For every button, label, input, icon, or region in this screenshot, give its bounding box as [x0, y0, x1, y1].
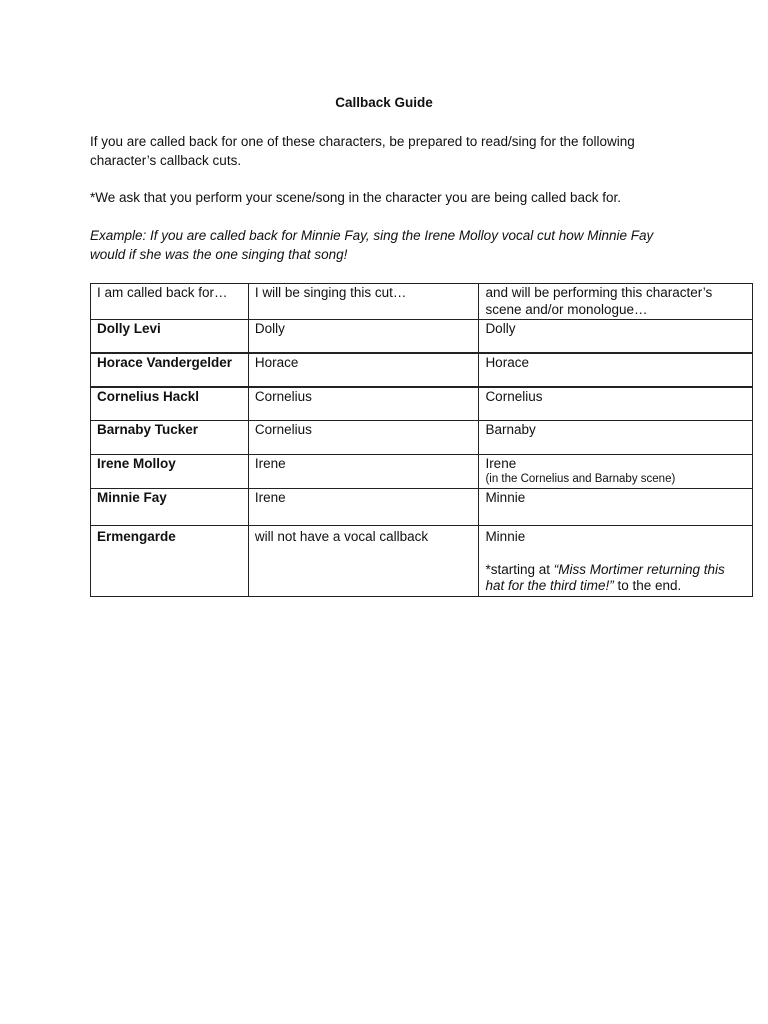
table-row	[91, 320, 753, 353]
scene-cell: Minnie	[479, 489, 753, 526]
scene-note: (in the Cornelius and Barnaby scene)	[485, 472, 676, 485]
song-cell: Cornelius	[248, 421, 479, 455]
header-text: and will be performing this character’s	[485, 285, 713, 300]
callback-table	[90, 283, 753, 597]
scene-text: Minnie	[485, 529, 526, 544]
character-cell: Dolly Levi	[91, 320, 249, 353]
header-text: scene and/or monologue…	[485, 301, 648, 317]
song-cell: Horace	[248, 353, 479, 387]
scene-cell: Barnaby	[479, 421, 753, 455]
table-row	[91, 526, 753, 597]
song-cell: Irene	[248, 489, 479, 526]
table-row	[91, 353, 753, 387]
example-line: would if she was the one singing that song!	[90, 246, 348, 262]
scene-extra-suffix: to the end.	[613, 578, 682, 593]
song-cell: Irene	[248, 455, 479, 489]
scene-cell: Cornelius	[479, 387, 753, 421]
scene-cell: Horace	[479, 353, 753, 387]
example-line: Example: If you are called back for Minnie Fay, sing the Irene Molloy vocal cut how Minnie Fay	[90, 228, 654, 243]
table-header-row	[91, 284, 753, 320]
example-paragraph	[90, 227, 690, 264]
intro-line: If you are called back for one of these characters, be prepared to read/sing for the following	[90, 134, 635, 149]
song-cell: will not have a vocal callback	[248, 526, 479, 597]
scene-extra	[485, 578, 746, 595]
scene-cell	[479, 455, 753, 489]
scene-cell: Dolly	[479, 320, 753, 353]
character-cell: Horace Vandergelder	[91, 353, 249, 387]
character-cell: Irene Molloy	[91, 455, 249, 489]
header-cell: I will be singing this cut…	[248, 284, 479, 320]
scene-cell	[479, 526, 753, 597]
character-cell: Cornelius Hackl	[91, 387, 249, 421]
intro-line: character’s callback cuts.	[90, 152, 242, 168]
performance-note: *We ask that you perform your scene/song in the character you are being called back for.	[90, 190, 622, 205]
scene-extra-quote: hat for the third time!”	[485, 578, 614, 593]
table-row	[91, 421, 753, 455]
table-row	[91, 489, 753, 526]
spacer	[485, 546, 746, 562]
character-cell: Barnaby Tucker	[91, 421, 249, 455]
table-row	[91, 455, 753, 489]
header-cell	[479, 284, 753, 320]
page-title: Callback Guide	[335, 95, 433, 110]
scene-text: Irene	[485, 456, 517, 471]
scene-extra-quote: “Miss Mortimer returning this	[553, 561, 725, 577]
table-row	[91, 387, 753, 421]
character-cell: Ermengarde	[91, 526, 249, 597]
song-cell: Dolly	[248, 320, 479, 353]
header-cell: I am called back for…	[91, 284, 249, 320]
character-cell: Minnie Fay	[91, 489, 249, 526]
scene-extra	[485, 562, 746, 579]
scene-extra-prefix: *starting at	[485, 561, 554, 577]
intro-paragraph	[90, 133, 690, 170]
song-cell: Cornelius	[248, 387, 479, 421]
